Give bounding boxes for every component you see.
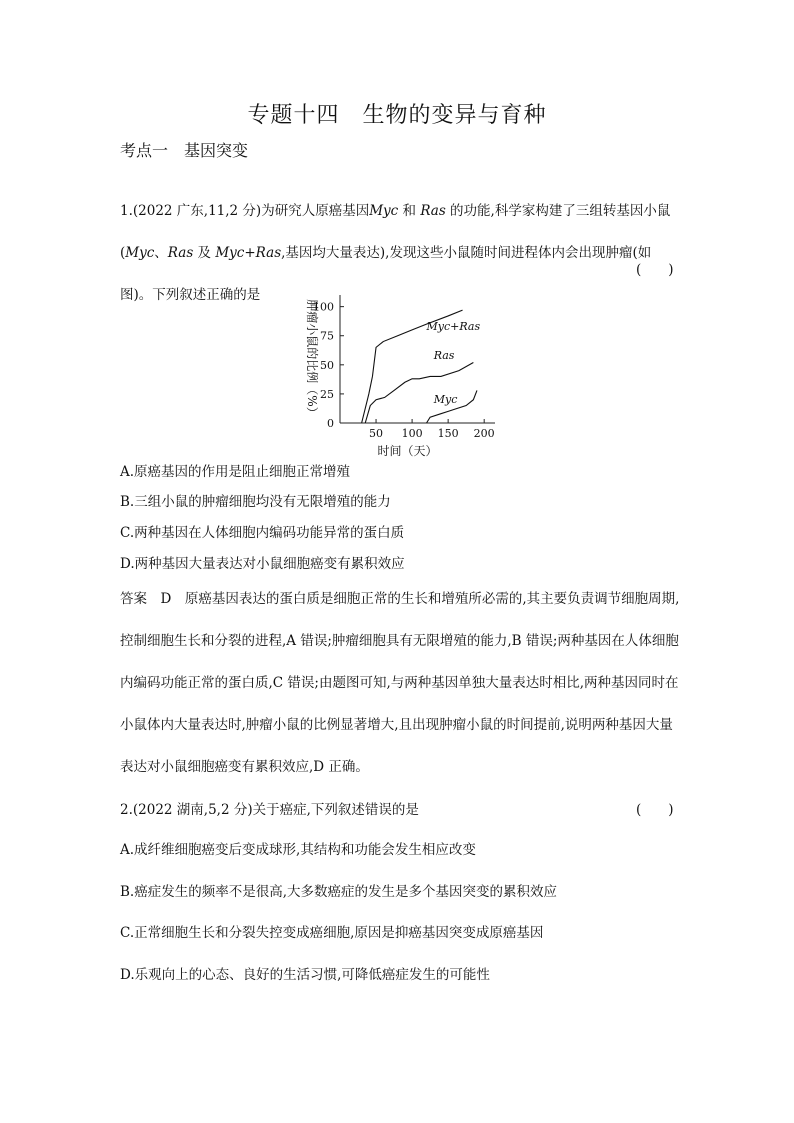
q2-answer-paren: ( ): [636, 802, 674, 818]
q1-option-b: B.三组小鼠的肿瘤细胞均没有无限增殖的能力: [120, 494, 391, 510]
q1-stem-text: 和: [398, 203, 421, 219]
x-tick-label: 50: [369, 427, 384, 440]
q1-option-a: A.原癌基因的作用是阻止细胞正常增殖: [120, 464, 351, 480]
q1-answer-explanation: 答案 D 原癌基因表达的蛋白质是细胞正常的生长和增殖所必需的,其主要负责调节细胞周期,控制细胞生长和分裂的进程,A 错误;肿瘤细胞具有无限增殖的能力,B 错误;两种基因在人体细胞内编码功能正常的蛋白质,C 错误;由题图可知,与两种基因单独大量表达时相比,两种基因同时在小鼠体内大量表达时,肿瘤小鼠的比例显著增大,且出现肿瘤小鼠的时间提前,说明两种基因大量表达对小鼠细胞癌变有累积效应,D 正确。: [120, 591, 680, 775]
q1-gene-ras: Ras: [420, 203, 446, 219]
y-tick-label: 25: [320, 387, 334, 401]
q1-gene-myc-ras: Myc+Ras: [215, 245, 282, 261]
q1-stem-text: ,基因均大量表达),发现这些小鼠随时间进程体内会出现肿瘤(如图)。下列叙述正确的是: [120, 245, 652, 303]
q1-gene-myc: Myc: [369, 203, 399, 219]
q1-gene-myc: Myc: [125, 245, 155, 261]
q2-option-b: B.癌症发生的频率不是很高,大多数癌症的发生是多个基因突变的累积效应: [120, 884, 558, 900]
q1-option-c: C.两种基因在人体细胞内编码功能异常的蛋白质: [120, 525, 405, 541]
x-tick-label: 200: [473, 427, 495, 440]
q2-option-a: A.成纤维细胞癌变后变成球形,其结构和功能会发生相应改变: [120, 842, 476, 858]
series-label-myc: Myc: [433, 393, 458, 407]
q1-stem-text: 及: [193, 245, 216, 261]
q1-gene-ras: Ras: [167, 245, 194, 261]
x-axis-label: 时间（天）: [377, 444, 438, 458]
q1-stem-text: 、: [154, 245, 168, 261]
y-tick-label: 0: [327, 417, 334, 430]
q1-stem-text: 的功能,科学家构建了三组转基因小鼠(: [120, 203, 671, 261]
x-tick-label: 100: [401, 427, 423, 440]
q1-answer-paren: ( ): [636, 262, 674, 278]
question-2-stem: 2.(2022 湖南,5,2 分)关于癌症,下列叙述错误的是: [120, 802, 419, 818]
q2-option-d: D.乐观向上的心态、良好的生活习惯,可降低癌症发生的可能性: [120, 967, 490, 983]
y-tick-label: 75: [320, 329, 334, 343]
tumor-chart: [290, 285, 520, 460]
y-axis-label: 肿瘤小鼠的比例（%）: [305, 299, 319, 419]
y-tick-label: 50: [320, 358, 334, 372]
section-heading: 考点一 基因突变: [120, 141, 249, 160]
series-label-ras: Ras: [433, 349, 455, 362]
q1-stem-text: 1.(2022 广东,11,2 分)为研究人原癌基因: [120, 203, 370, 219]
y-tick-label: 100: [313, 300, 334, 314]
series-label-myc-ras: Myc+Ras: [426, 319, 481, 333]
x-tick-label: 150: [437, 427, 459, 440]
page-title: 专题十四 生物的变异与育种: [247, 103, 547, 128]
q2-option-c: C.正常细胞生长和分裂失控变成癌细胞,原因是抑癌基因突变成原癌基因: [120, 925, 544, 941]
q1-option-d: D.两种基因大量表达对小鼠细胞癌变有累积效应: [120, 556, 405, 572]
